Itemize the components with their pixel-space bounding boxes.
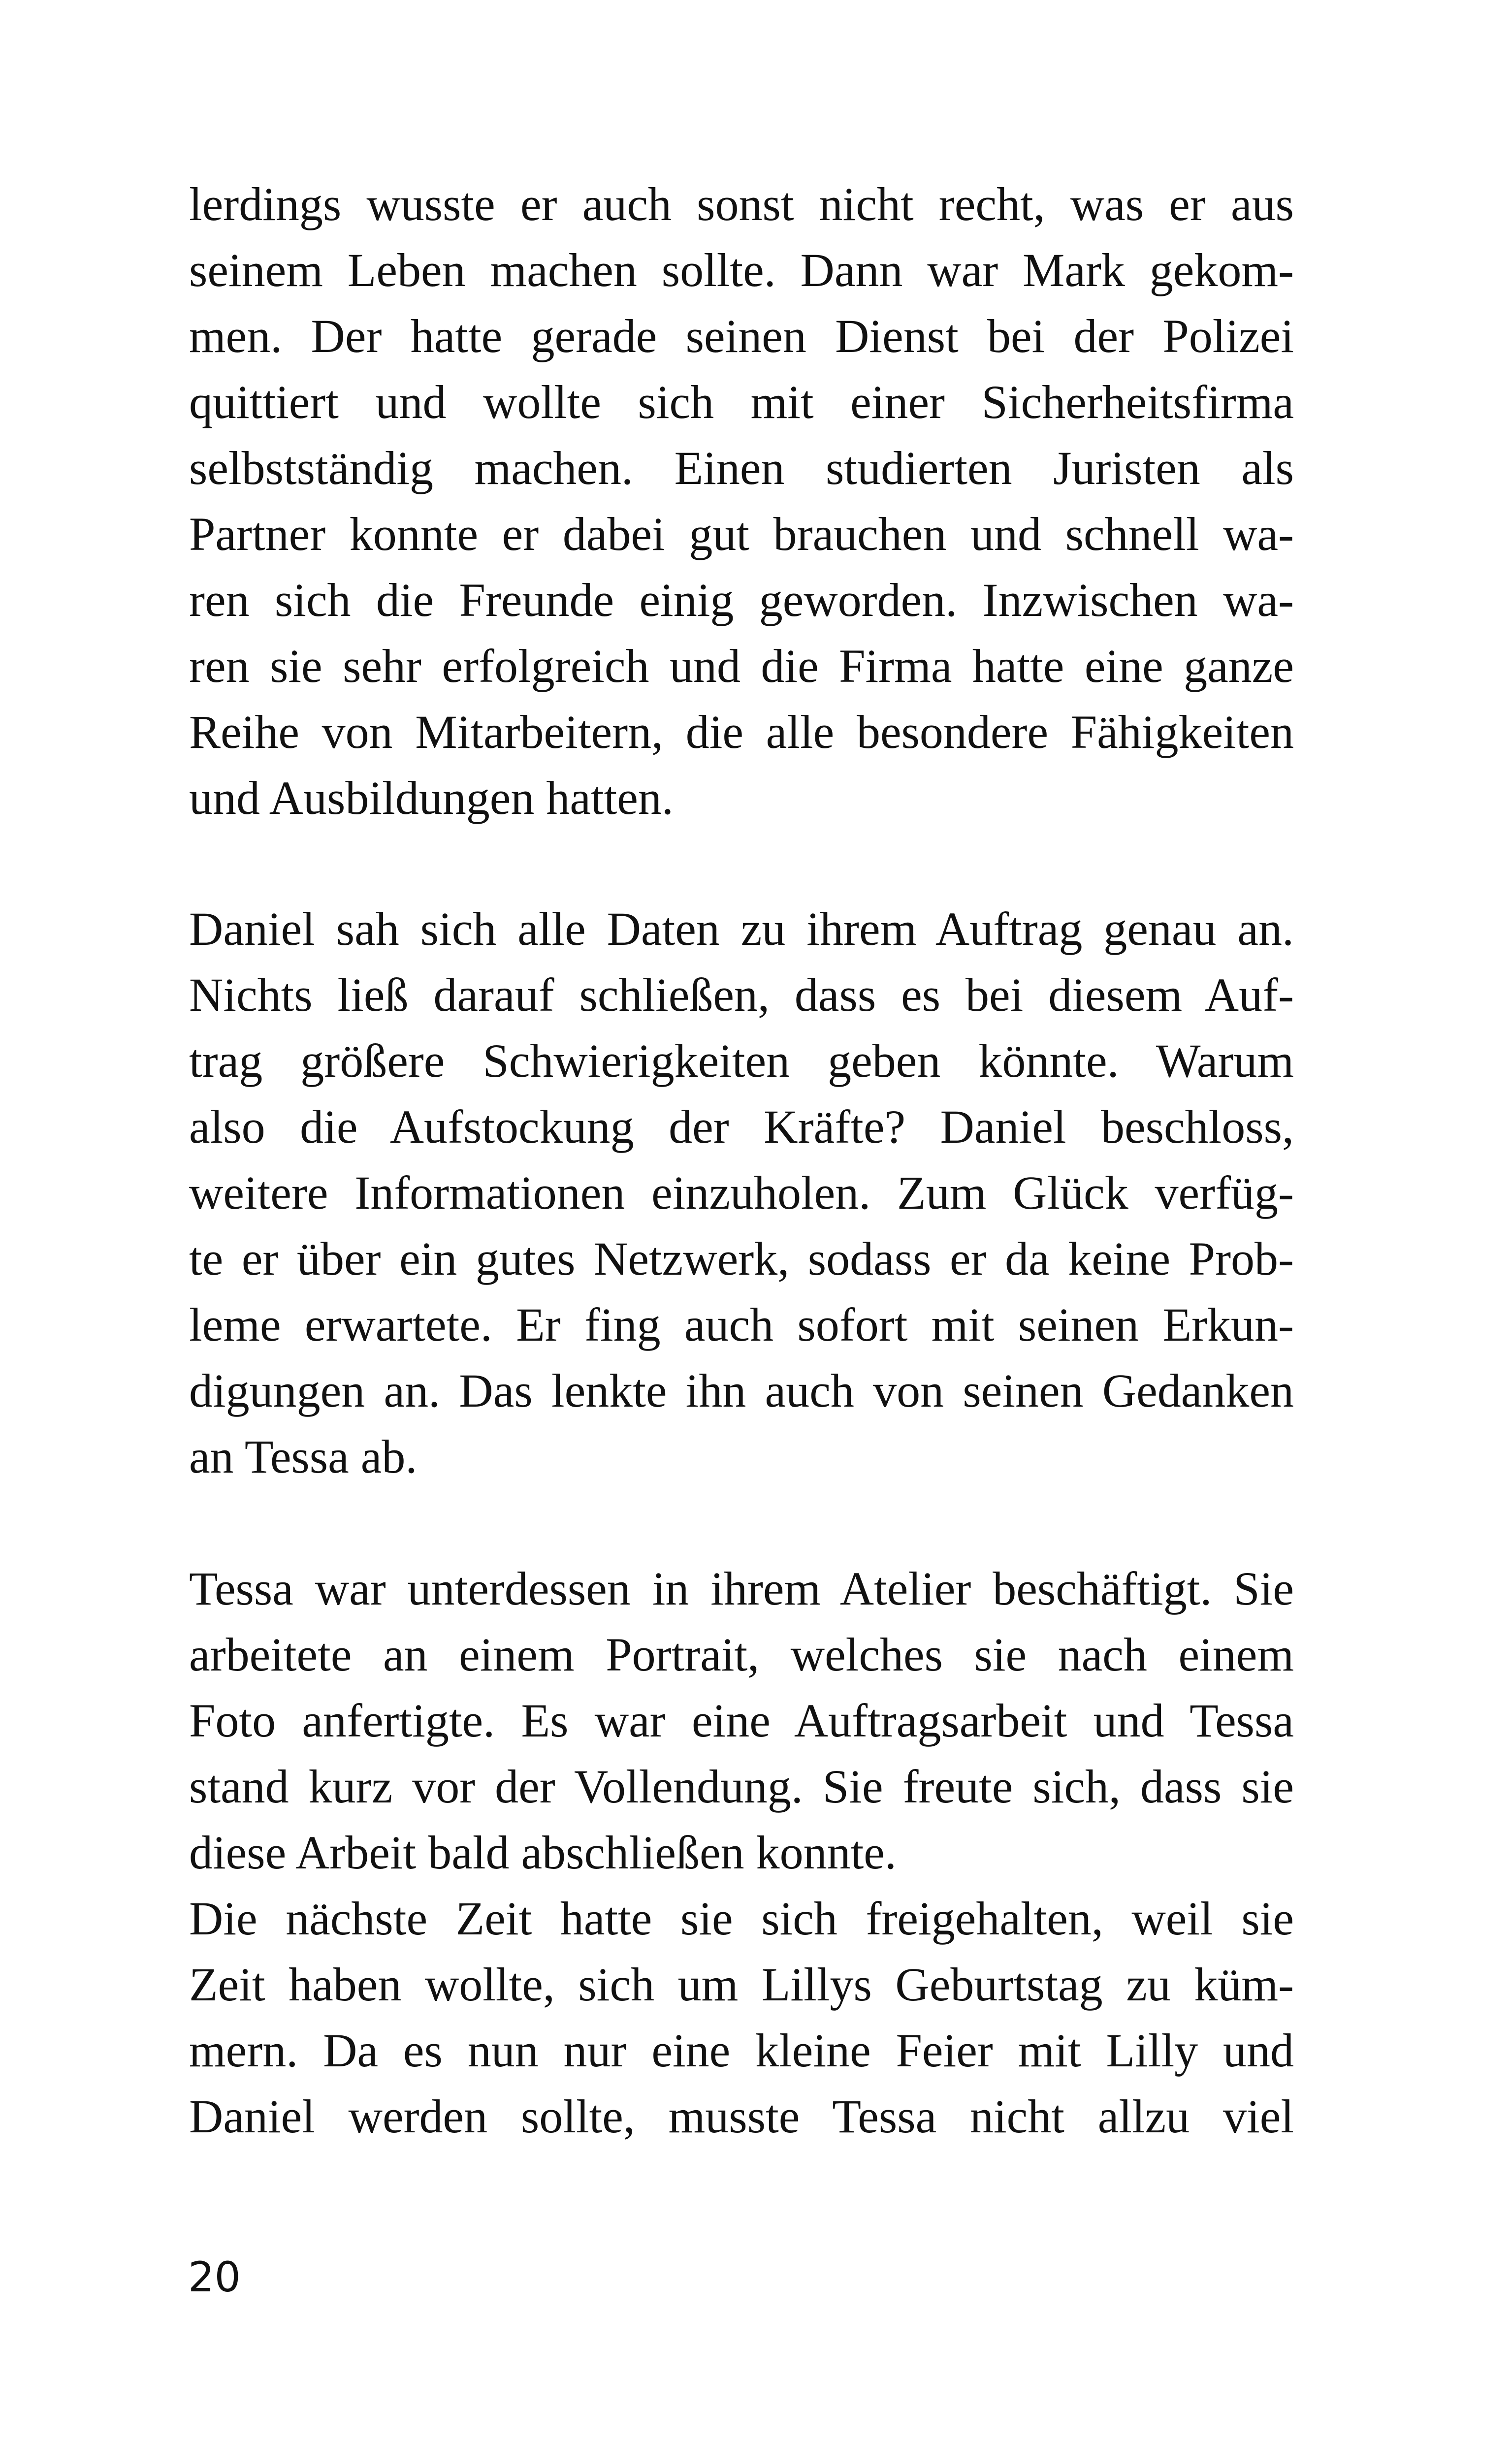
text-line: ren sie sehr erfolgreich und die Firma hatte eine ganze <box>189 640 1294 692</box>
text-line: trag größere Schwierigkeiten geben könnte. Warum <box>189 1034 1294 1087</box>
text-line: weitere Informationen einzuholen. Zum Glück verfüg- <box>189 1166 1294 1219</box>
page-number: 20 <box>188 2253 241 2301</box>
text-line: selbstständig machen. Einen studierten Juristen als <box>189 442 1294 494</box>
paragraph-3 <box>189 1556 1294 1886</box>
text-line: Nichts ließ darauf schließen, dass es bei diesem Auf- <box>189 968 1294 1021</box>
text-line: seinem Leben machen sollte. Dann war Mark gekom- <box>189 244 1294 296</box>
paragraph-1 <box>189 171 1294 831</box>
text-line: arbeitete an einem Portrait, welches sie nach einem <box>189 1628 1294 1681</box>
text-line: Reihe von Mitarbeitern, die alle besondere Fähigkeiten <box>189 706 1294 758</box>
text-line: mern. Da es nun nur eine kleine Feier mit Lilly und <box>189 2024 1294 2077</box>
text-line: Foto anfertigte. Es war eine Auftragsarbeit und Tessa <box>189 1694 1294 1747</box>
text-line: Daniel werden sollte, musste Tessa nicht allzu viel <box>189 2090 1294 2143</box>
text-line: Die nächste Zeit hatte sie sich freigehalten, weil sie <box>189 1892 1294 1945</box>
text-line: stand kurz vor der Vollendung. Sie freute sich, dass sie <box>189 1760 1294 1813</box>
text-line: und Ausbildungen hatten. <box>189 771 674 824</box>
text-line: an Tessa ab. <box>189 1430 418 1483</box>
text-line: digungen an. Das lenkte ihn auch von seinen Gedanken <box>189 1364 1294 1417</box>
text-line: also die Aufstockung der Kräfte? Daniel beschloss, <box>189 1100 1294 1153</box>
paragraph-4 <box>189 1886 1294 2150</box>
text-line: Partner konnte er dabei gut brauchen und schnell wa- <box>189 508 1294 560</box>
text-line: te er über ein gutes Netzwerk, sodass er da keine Prob- <box>189 1232 1294 1285</box>
text-line: Zeit haben wollte, sich um Lillys Geburtstag zu küm- <box>189 1958 1294 2011</box>
text-line: diese Arbeit bald abschließen konnte. <box>189 1826 897 1879</box>
text-line: leme erwartete. Er fing auch sofort mit seinen Erkun- <box>189 1298 1294 1351</box>
text-line: Tessa war unterdessen in ihrem Atelier beschäftigt. Sie <box>189 1562 1294 1615</box>
paragraph-2 <box>189 896 1294 1490</box>
text-line: men. Der hatte gerade seinen Dienst bei der Polizei <box>189 310 1294 362</box>
text-line: ren sich die Freunde einig geworden. Inzwischen wa- <box>189 574 1294 626</box>
text-line: Daniel sah sich alle Daten zu ihrem Auftrag genau an. <box>189 902 1294 955</box>
text-line: quittiert und wollte sich mit einer Sicherheitsfirma <box>189 376 1294 428</box>
text-line: lerdings wusste er auch sonst nicht recht, was er aus <box>189 178 1294 230</box>
